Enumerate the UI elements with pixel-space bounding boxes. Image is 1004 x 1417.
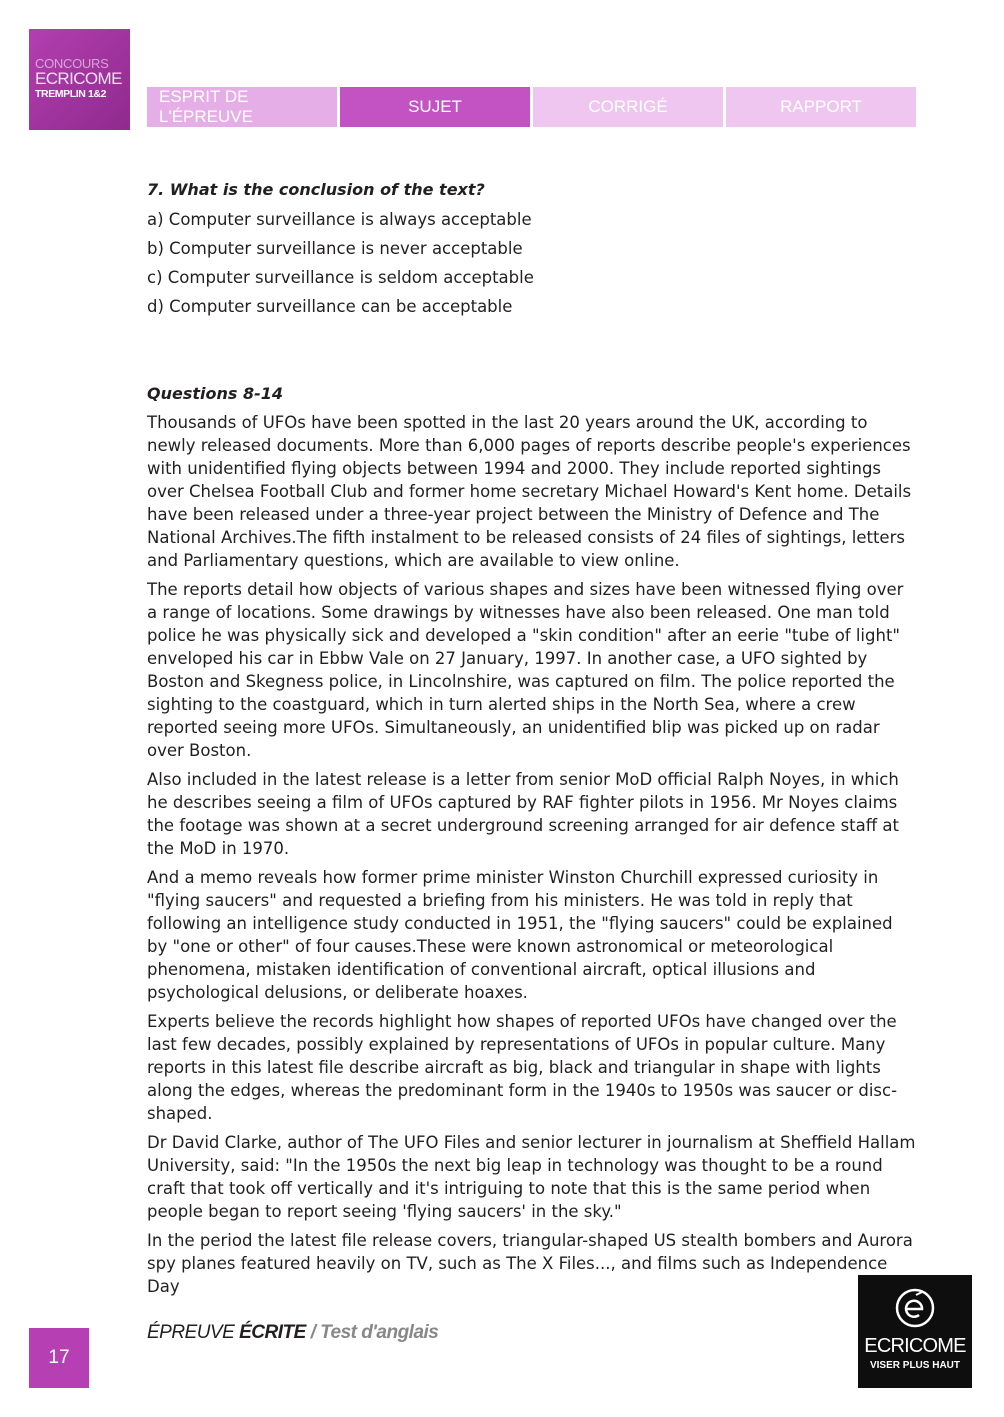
tab-rapport[interactable]: RAPPORT bbox=[726, 87, 916, 127]
tab-corrige[interactable]: CORRIGÉ bbox=[533, 87, 723, 127]
footer-test-name: Test d'anglais bbox=[320, 1322, 439, 1343]
tab-esprit[interactable]: ESPRIT DE L'ÉPREUVE bbox=[147, 87, 337, 127]
section-tabs bbox=[147, 87, 916, 127]
footer-ecrite: ÉCRITE bbox=[239, 1322, 306, 1343]
passage-paragraph: And a memo reveals how former prime minister Winston Churchill expressed curiosity in "flying saucers" and requested a briefing from his ministers. He was told in reply that following an intelligence study conducted in 1951, the "flying saucers" could be explained by "one or other" of four causes.These were known astronomical or meteorological phenomena, mistaken identification of conventional aircraft, optical illusions and psychological delusions, or deliberate hoaxes. bbox=[147, 868, 893, 1002]
question-7-heading: 7. What is the conclusion of the text? bbox=[147, 180, 485, 199]
footer-slash: / bbox=[310, 1322, 316, 1343]
passage-paragraph: Dr David Clarke, author of The UFO Files and senior lecturer in journalism at Sheffield Hallam University, said: "In the 1950s the next big leap in technology was thought to be a round craft that took off vertically and it's intriguing to note that this is the same period when people began to report seeing 'flying saucers' in the sky." bbox=[147, 1133, 916, 1221]
page-number: 17 bbox=[29, 1328, 89, 1388]
tab-sujet[interactable]: SUJET bbox=[340, 87, 530, 127]
passage-paragraph: The reports detail how objects of various shapes and sizes have been witnessed flying over a range of locations. Some drawings by witnesses have also been released. One man told police he was physically sick and developed a "skin condition" after an eerie "tube of light" enveloped his car in Ebbw Vale on 27 January, 1997. In another case, a UFO sighted by Boston and Skegness police, in Lincolnshire, was captured on film. The police reported the sighting to the coastguard, which in turn alerted ships in the North Sea, where a crew reported seeing more UFOs. Simultaneously, an unidentified blip was picked up on radar over Boston. bbox=[147, 580, 904, 760]
ecricome-e-icon bbox=[894, 1287, 936, 1329]
passage-paragraph: In the period the latest file release covers, triangular-shaped US stealth bombers and Aurora spy planes featured heavily on TV, such as The X Files..., and films such as Independence Day bbox=[147, 1231, 913, 1296]
questions-section-heading: Questions 8-14 bbox=[147, 384, 284, 403]
answer-option-c: c) Computer surveillance is seldom acceptable bbox=[147, 268, 534, 287]
footer-title bbox=[147, 1322, 438, 1344]
passage-paragraph: Experts believe the records highlight how shapes of reported UFOs have changed over the last few decades, possibly explained by representations of UFOs in popular culture. Many reports in this latest file describe aircraft as big, black and triangular in shape with lights along the edges, whereas the predominant form in the 1940s to 1950s was saucer or disc-shaped. bbox=[147, 1012, 898, 1123]
answer-option-a: a) Computer surveillance is always acceptable bbox=[147, 210, 532, 229]
logo-ecricome-text: ECRICOME bbox=[35, 69, 122, 88]
brand-tagline: VISER PLUS HAUT bbox=[869, 1360, 960, 1371]
answer-option-b: b) Computer surveillance is never acceptable bbox=[147, 239, 523, 258]
logo-tremplin-text: TREMPLIN 1&2 bbox=[35, 88, 107, 100]
passage-paragraph: Also included in the latest release is a letter from senior MoD official Ralph Noyes, in which he describes seeing a film of UFOs captured by RAF fighter pilots in 1956. Mr Noyes claims the footage was shown at a secret underground screening arranged for air defence staff at the MoD in 1970. bbox=[147, 770, 899, 858]
ecricome-brand-logo bbox=[858, 1275, 972, 1388]
footer-epreuve: ÉPREUVE bbox=[147, 1322, 235, 1343]
logo-concours-text: CONCOURS bbox=[35, 56, 109, 71]
answer-option-d: d) Computer surveillance can be acceptable bbox=[147, 297, 513, 316]
passage-paragraph: Thousands of UFOs have been spotted in the last 20 years around the UK, according to newly released documents. More than 6,000 pages of reports describe people's experiences with unidentified flying objects between 1994 and 2000. They include reported sightings over Chelsea Football Club and former home secretary Michael Howard's Kent home. Details have been released under a three-year project between the Ministry of Defence and The National Archives.The fifth instalment to be released consists of 24 files of sightings, letters and Parliamentary questions, which are available to view online. bbox=[147, 413, 912, 570]
page-content bbox=[147, 180, 917, 1304]
concours-logo bbox=[29, 29, 130, 130]
brand-name: ECRICOME bbox=[864, 1335, 966, 1357]
